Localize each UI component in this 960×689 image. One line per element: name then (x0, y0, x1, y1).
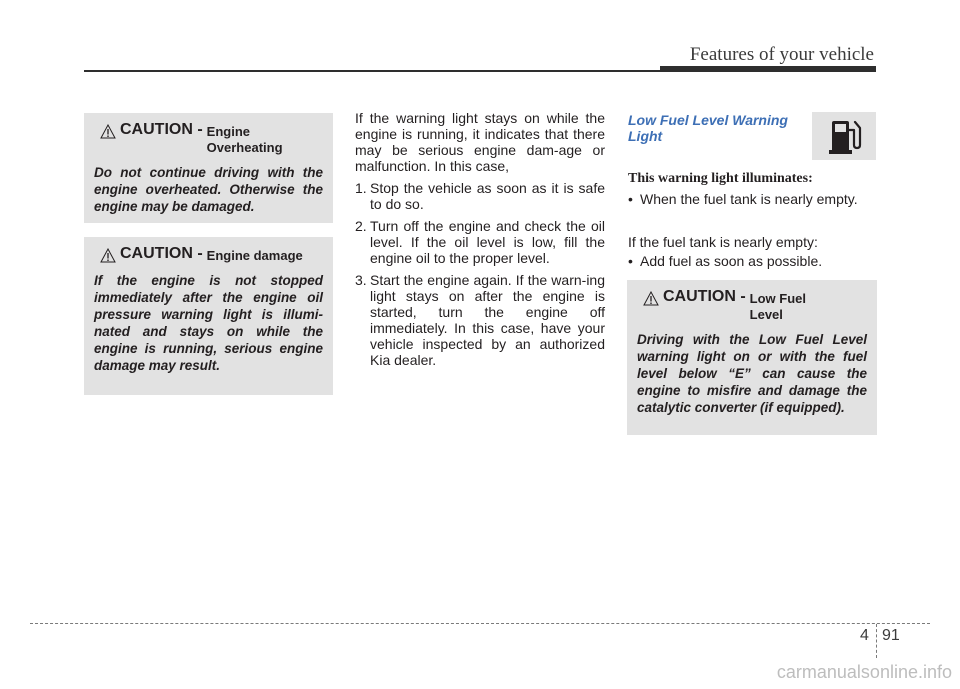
caution-body: Driving with the Low Fuel Level warning light on or with the fuel level below “E” can cause the engine to misfire and damage the catalytic converter (if equipped). (637, 332, 867, 415)
step-item (355, 180, 605, 212)
chapter-number: 4 (860, 627, 869, 644)
caution-word: CAUTION - (120, 245, 203, 262)
header-title: Features of your vehicle (689, 44, 874, 65)
footer-rule (30, 623, 930, 624)
bullet-item (628, 191, 858, 207)
step-item (355, 272, 605, 368)
caution-engine-overheating (84, 113, 333, 223)
intro-paragraph: If the warning light stays on while the engine is running, it indicates that there may be serious engine dam-age or malfunction. In this case, (355, 110, 605, 174)
bullet-text: When the fuel tank is nearly empty. (640, 191, 858, 207)
warning-triangle-icon (100, 124, 116, 139)
step-text: Start the engine again. If the warn-ing light stays on after the engine is started, turn the engine off immediately. In this case, have your vehicle inspected by an authorized Kia dealer. (370, 272, 605, 368)
watermark: carmanualsonline.info (776, 662, 952, 682)
step-item (355, 218, 605, 266)
fuel-icon-box (812, 112, 876, 160)
step-number: 1. (355, 180, 367, 196)
caution-body: If the engine is not stopped immediately after the engine oil pressure warning light is illumi-nated and stays on while the engine is running, serious engine damage may result. (94, 273, 323, 373)
caution-engine-damage (84, 237, 333, 395)
bullet-dot: • (628, 253, 633, 269)
caution-word: CAUTION - (120, 121, 203, 138)
page-number: 91 (882, 627, 900, 644)
page-divider (876, 624, 877, 658)
caution-body: Do not continue driving with the engine overheated. Otherwise the engine may be damaged. (94, 165, 323, 214)
caution-low-fuel (627, 280, 877, 435)
caution-topic: Engine damage (206, 248, 303, 263)
step-text: Turn off the engine and check the oil level. If the oil level is low, fill the engine oil to the proper level. (370, 218, 605, 266)
caution-word: CAUTION - (663, 288, 746, 305)
step-text: Stop the vehicle as soon as it is safe to do so. (370, 180, 605, 212)
bullet-item (628, 253, 822, 269)
warning-triangle-icon (100, 248, 116, 263)
warning-triangle-icon (643, 291, 659, 306)
caution-topic: Low Fuel Level (749, 291, 806, 322)
section-title: Low Fuel Level Warning Light (628, 112, 788, 144)
step-number: 3. (355, 272, 367, 288)
step-number: 2. (355, 218, 367, 234)
condition-text: If the fuel tank is nearly empty: (628, 234, 818, 250)
bullet-dot: • (628, 191, 633, 207)
fuel-pump-icon (812, 112, 876, 160)
header-rule-accent (660, 66, 876, 72)
middle-column (355, 110, 605, 374)
caution-topic: Engine Overheating (206, 124, 283, 155)
bullet-text: Add fuel as soon as possible. (640, 253, 823, 269)
illuminates-label: This warning light illuminates: (628, 171, 813, 186)
